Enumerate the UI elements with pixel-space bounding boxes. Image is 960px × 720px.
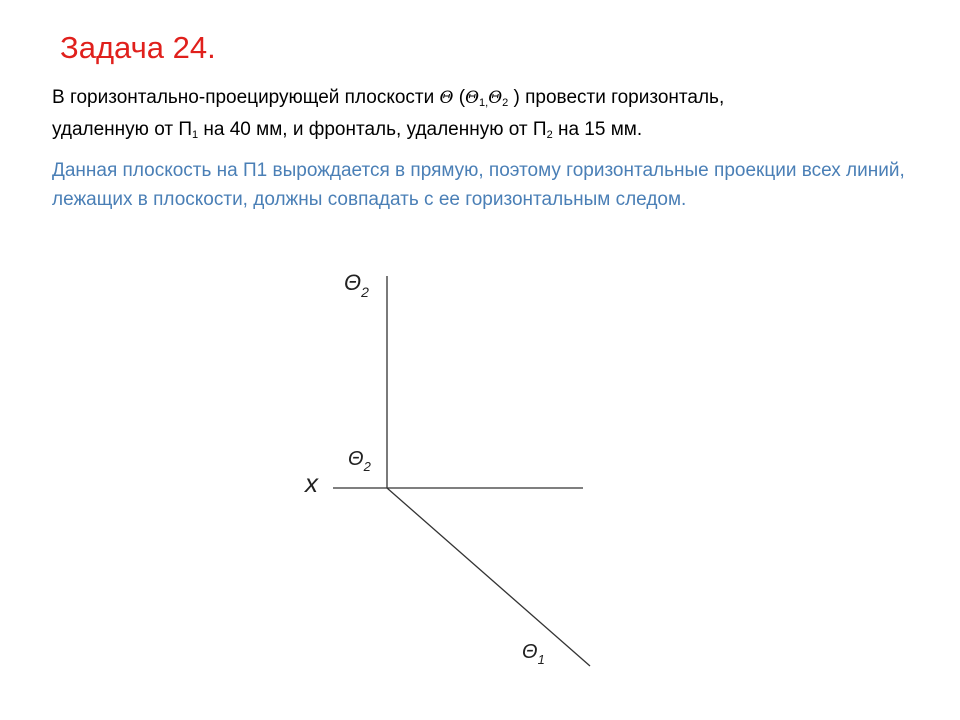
task-text-5: на 15 мм. [552,119,643,140]
task-text-4: на 40 мм, и фронталь, удаленную от П [198,119,547,140]
horizontal-trace-line [387,488,590,666]
explanation-text: Данная плоскость на П1 вырождается в прямую, поэтому горизонтальные проекции всех линий, лежащих в плоскости, должны совпадать с ее горизонтальным следом. [52,160,905,210]
subscript: 1 [191,129,199,141]
subscript: 2 [546,129,553,141]
task-text-1: В горизонтально-проецирующей плоскости [52,87,440,108]
subscript: 1, [479,97,489,109]
label-theta1: $\Theta_1$ [522,641,545,667]
theta-symbol: Θ [465,88,479,108]
label-theta2-top: $\Theta_2$ [344,270,369,300]
label-theta2-axis: $\Theta_2$ [348,448,371,474]
task-open-paren: ( [453,87,466,108]
theta-symbol: Θ [439,88,454,108]
task-text-3: удаленную от П [52,119,192,140]
slide-title: Задача 24. [60,30,216,65]
theta-symbol: Θ [488,88,503,108]
task-text-2: ) провести горизонталь, [508,87,725,108]
axis-label-x: x [305,468,318,498]
subscript: 2 [502,97,509,109]
